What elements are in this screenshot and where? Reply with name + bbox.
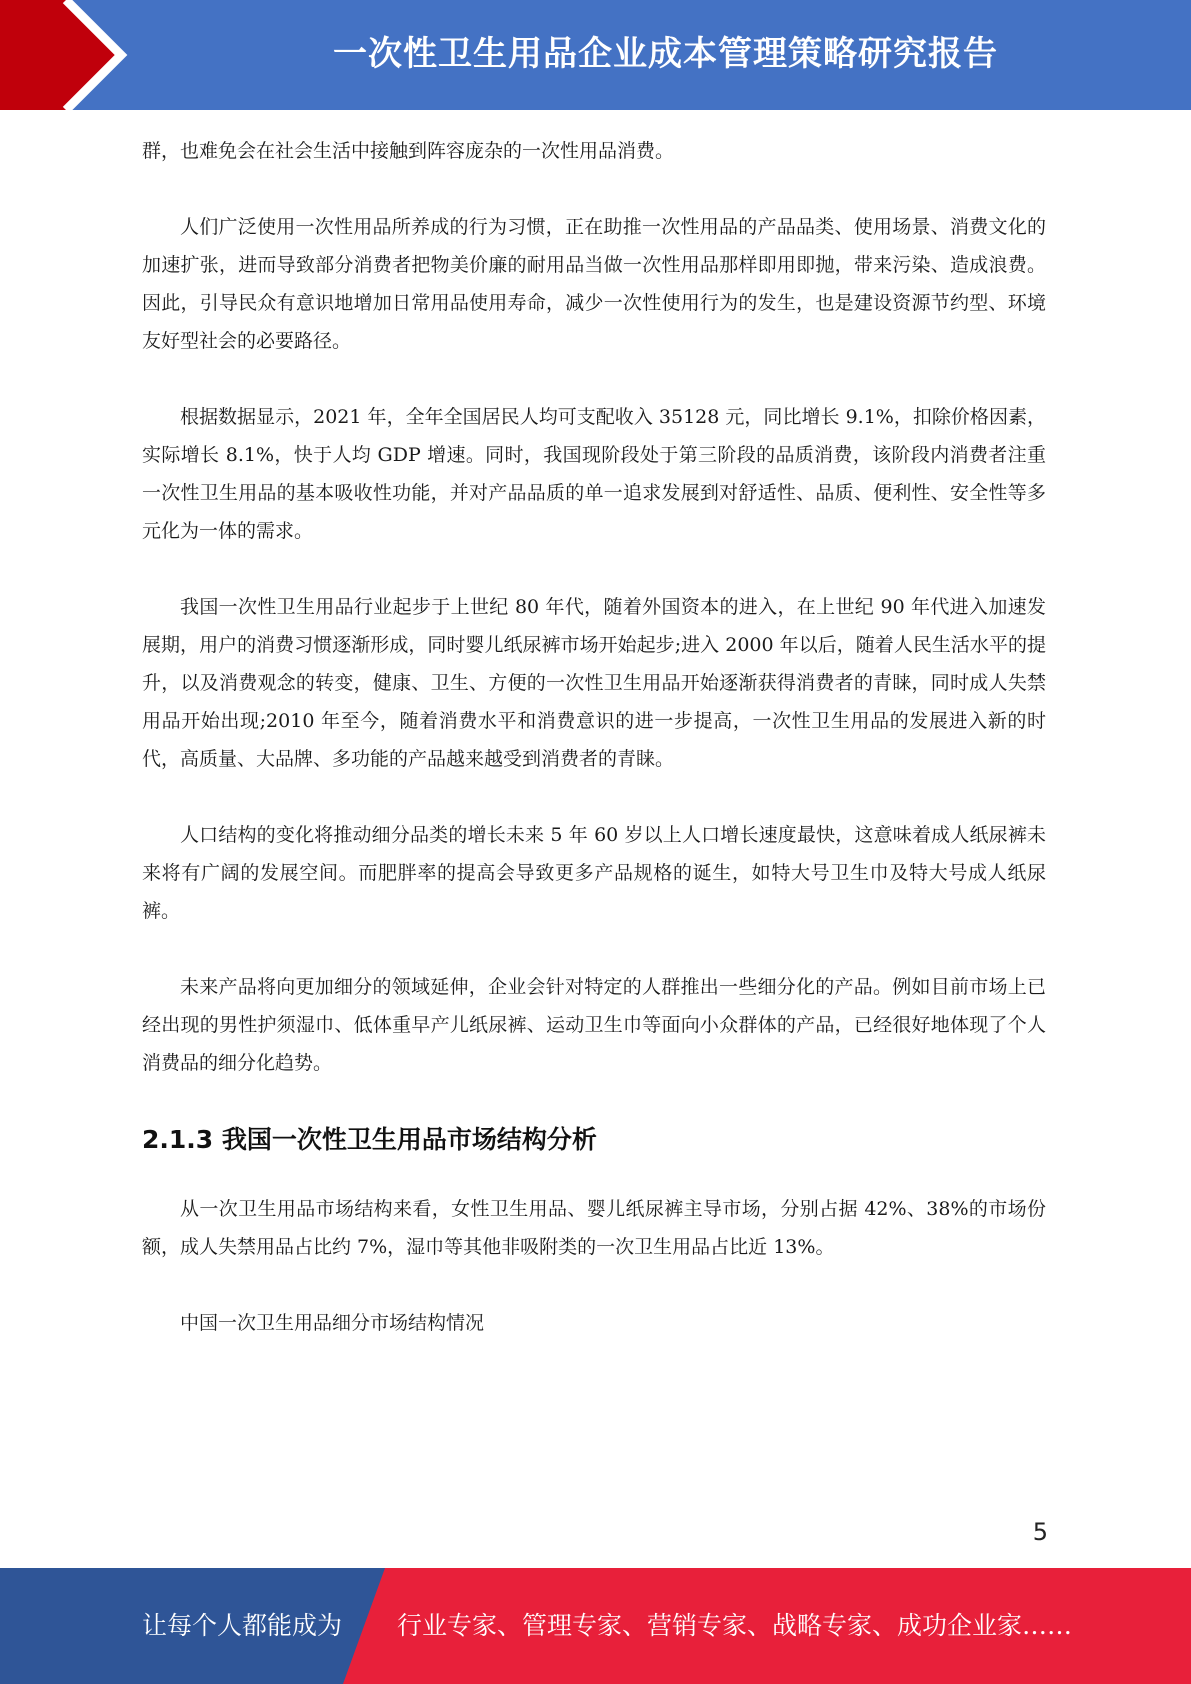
report-title: 一次性卫生用品企业成本管理策略研究报告: [333, 34, 998, 74]
paragraph-5: 人口结构的变化将推动细分品类的增长未来 5 年 60 岁以上人口增长速度最快，这意味着成人纸尿裤未来将有广阔的发展空间。而肥胖率的提高会导致更多产品规格的诞生，如特大号卫生巾及特大号成人纸尿裤。: [142, 824, 1046, 922]
paragraph-2: 人们广泛使用一次性用品所养成的行为习惯，正在助推一次性用品的产品品类、使用场景、消费文化的加速扩张，进而导致部分消费者把物美价廉的耐用品当做一次性用品那样即用即抛，带来污染、造成浪费。因此，引导民众有意识地增加日常用品使用寿命，减少一次性使用行为的发生，也是建设资源节约型、环境友好型社会的必要路径。: [142, 216, 1046, 352]
page-number: 5: [1032, 1518, 1048, 1546]
paragraph-3: 根据数据显示，2021 年，全年全国居民人均可支配收入 35128 元，同比增长 9.1%，扣除价格因素，实际增长 8.1%，快于人均 GDP 增速。同时，我国现阶段处于第三阶段的品质消费，该阶段内消费者注重一次性卫生用品的基本吸收性功能，并对产品品质的单一追求发展到对舒适性、品质、便利性、安全性等多元化为一体的需求。: [142, 406, 1046, 542]
header-arrow-icon: [0, 0, 150, 110]
section-paragraph: 从一次卫生用品市场结构来看，女性卫生用品、婴儿纸尿裤主导市场，分别占据 42%、38%的市场份额，成人失禁用品占比约 7%，湿巾等其他非吸附类的一次卫生用品占比近 13%。: [142, 1198, 1046, 1258]
paragraph-1: 群，也难免会在社会生活中接触到阵容庞杂的一次性用品消费。: [142, 140, 675, 162]
figure-caption: 中国一次卫生用品细分市场结构情况: [180, 1312, 485, 1334]
footer-slogan-left: 让每个人都能成为: [142, 1611, 343, 1640]
footer-slogan-right: 行业专家、管理专家、营销专家、战略专家、成功企业家……: [397, 1611, 1073, 1640]
document-body: [142, 132, 1046, 1342]
paragraph-6: 未来产品将向更加细分的领域延伸，企业会针对特定的人群推出一些细分化的产品。例如目前市场上已经出现的男性护须湿巾、低体重早产儿纸尿裤、运动卫生巾等面向小众群体的产品，已经很好地体现了个人消费品的细分化趋势。: [142, 976, 1046, 1074]
page-header: [0, 0, 1191, 110]
paragraph-4: 我国一次性卫生用品行业起步于上世纪 80 年代，随着外国资本的进入，在上世纪 90 年代进入加速发展期，用户的消费习惯逐渐形成，同时婴儿纸尿裤市场开始起步;进入 2000 年以后，随着人民生活水平的提升，以及消费观念的转变，健康、卫生、方便的一次性卫生用品开始逐渐获得消费者的青睐，同时成人失禁用品开始出现;2010 年至今，随着消费水平和消费意识的进一步提高，一次性卫生用品的发展进入新的时代，高质量、大品牌、多功能的产品越来越受到消费者的青睐。: [142, 596, 1046, 770]
page-footer: [0, 1568, 1191, 1684]
section-heading: 2.1.3 我国一次性卫生用品市场结构分析: [142, 1125, 597, 1154]
